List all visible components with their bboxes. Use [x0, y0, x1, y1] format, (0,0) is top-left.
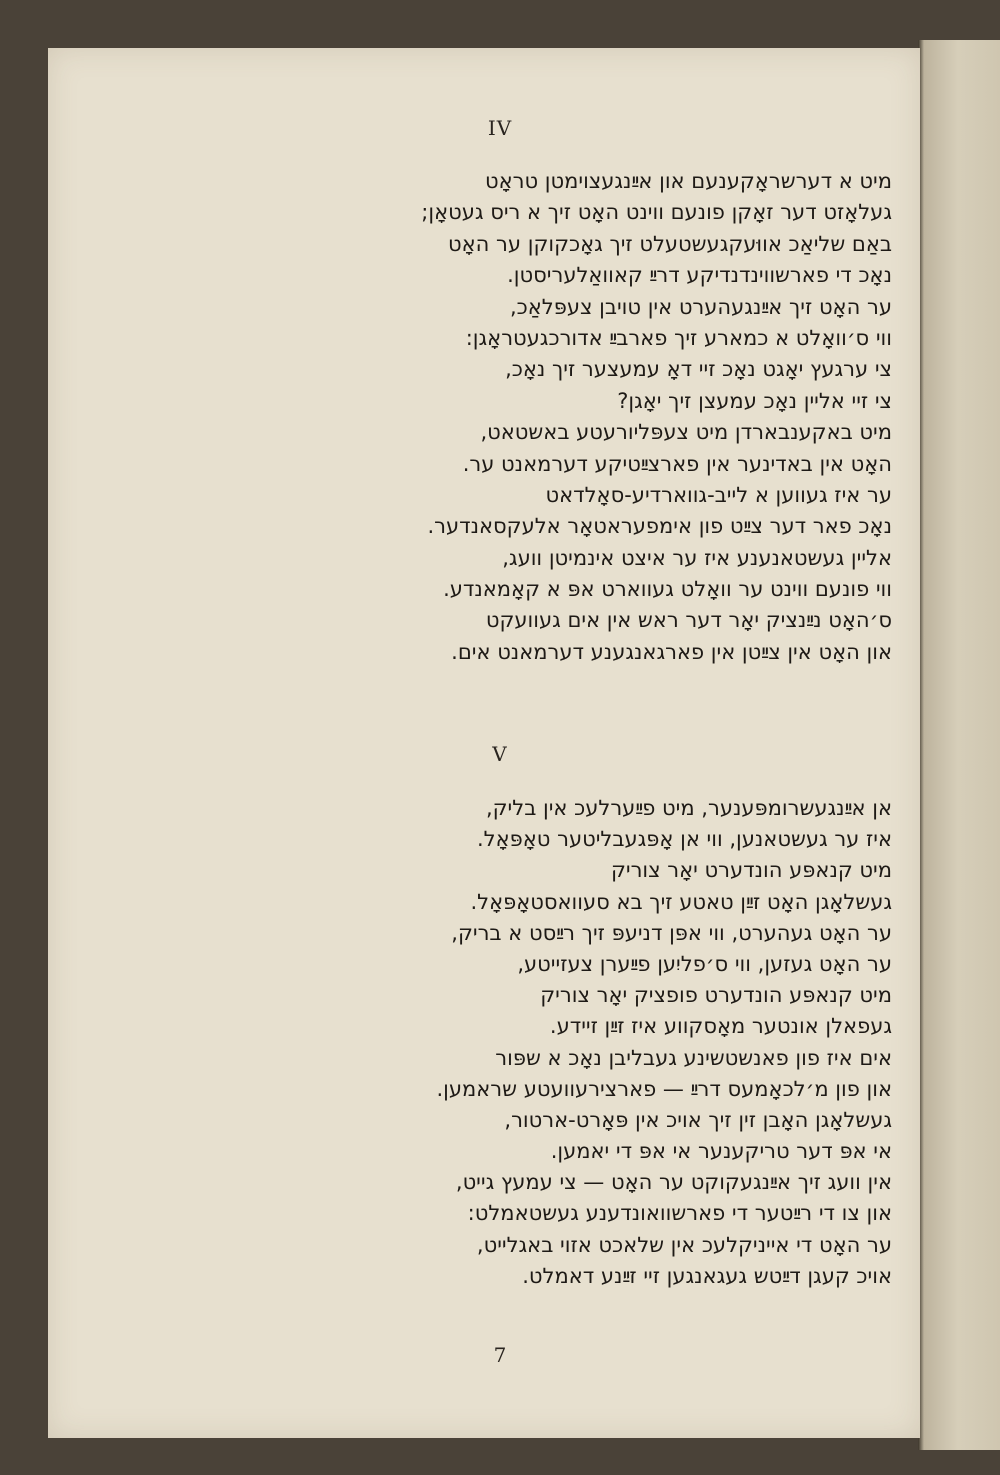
poem-line: אין וועג זיך אײַנגעקוקט ער האָט — צי עמעץ גייט, — [455, 1170, 892, 1195]
poem-line: געפאלן אונטער מאָסקווע איז זײַן זיידע. — [549, 1014, 892, 1039]
poem-line: ער האָט געהערט, ווי אפּן דניעפּ זיך רײַסט א בריק, — [451, 920, 892, 945]
poem-line: און האָט אין צײַטן אין פארגאנגענע דערמאנט אים. — [451, 639, 892, 664]
poem-line: ווי ס׳וואָלט א כמארע זיך פארבײַ אדורכגעטראָגן: — [465, 325, 892, 350]
poem-line: באַם שליאַכ אווּעקגעשטעלט זיך גאָכקוקן ער האָט — [448, 231, 892, 256]
poem-line: ער האָט זיך אײַנגעהערט אין טויבן צעפּלאַכ, — [509, 294, 892, 319]
poem-line: איז ער געשטאנען, ווי אן אָפּגעבליטער טאָפּאָל. — [477, 827, 892, 852]
poem-line: ס׳האָט נײַנציק יאָר דער ראש אין אים געוועקט — [485, 608, 892, 633]
poem-line: ווי פונעם ווינט ער וואָלט געווארט אפּ א קאָמאנדע. — [443, 577, 892, 602]
poem-line: האָט אין באדינער אין פארצײַטיקע דערמאנט ער. — [462, 451, 892, 476]
poem-line: אי אפּ דער טריקענער אי אפּ די יאמען. — [550, 1139, 892, 1164]
poem-stanza-iv — [421, 166, 892, 668]
poem-line: און צו די רײַטער די פארשוואונדענע געשטאמלט: — [467, 1201, 892, 1226]
section-heading-v: V — [492, 742, 508, 766]
poem-line: און פון מ׳לכאָמעס דרײַ — פארצירעוועטע שראמען. — [436, 1076, 892, 1101]
poem-line: ער איז געווען א לייב-גווארדיע-סאָלדאט — [545, 482, 892, 507]
poem-line: מיט באקענבארדן מיט צעפּליורעטע באשטאט, — [480, 420, 892, 445]
poem-line: מיט א דערשראָקענעם און אײַנגעצוימטן טראָט — [484, 169, 892, 193]
poem-stanza-v — [436, 793, 892, 1292]
poem-line: מיט קנאפּע הונדערט פופציק יאָר צוריק — [540, 983, 892, 1008]
poem-line: צי ערגעץ יאָגט נאָכ זיי דאָ עמעצער זיך נאָכ, — [505, 357, 892, 382]
poem-line: געשלאָגן האָט זײַן טאטע זיך בא סעוואסטאָפּאָל. — [470, 889, 892, 914]
poem-line: אים איז פון פאנשטשינע געבליבן נאָכ א שפּור — [495, 1045, 892, 1070]
poem-line: נאָכ פאר דער צײַט פון אימפעראטאָר אלעקסאנדער. — [427, 514, 892, 539]
poem-line: ער האָט די אייניקלעכ אין שלאכט אזוי באגלייט, — [476, 1232, 892, 1257]
poem-line: געלאָזט דער זאָקן פונעם ווינט האָט זיך א ריס געטאָן; — [421, 200, 892, 225]
poem-line: געשלאָגן האָבן זין זיך אויכ אין פּאָרט-ארטור, — [504, 1107, 892, 1132]
poem-line: מיט קנאפּע הונדערט יאָר צוריק — [610, 858, 892, 883]
poem-line: אויכ קעגן דײַטש געגאנגען זיי זײַנע דאמלט. — [522, 1263, 892, 1288]
poem-line: נאָכ די פארשווינדנדיקע דרײַ קאוואַלעריסטן. — [507, 263, 892, 288]
poem-line: אליין געשטאנענע איז ער איצט אינמיטן וועג, — [502, 545, 892, 570]
poem-line: צי זיי אליין נאָכ עמעצן זיך יאָגן? — [617, 388, 892, 413]
poem-line: ער האָט געזען, ווי ס׳פליִען פײַערן צעזייטע, — [517, 951, 892, 976]
page-number: 7 — [493, 1343, 507, 1367]
poem-line: אן אײַנגעשרומפּענער, מיט פײַערלעכ אין בליק, — [485, 796, 892, 820]
section-heading-iv: IV — [487, 116, 513, 140]
